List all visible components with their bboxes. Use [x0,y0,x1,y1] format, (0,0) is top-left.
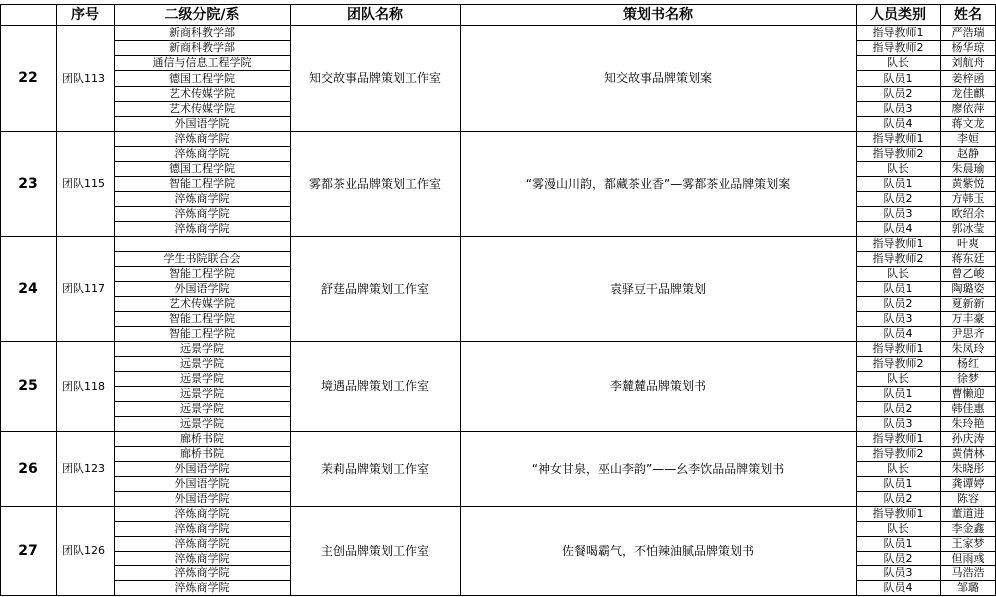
row-line [114,491,291,492]
member-name: 马浩浩 [951,566,985,579]
row-line [114,401,291,402]
role-cell: 队员2 [883,551,913,565]
college-cell: 智能工程学院 [169,177,235,190]
column-line [290,4,291,596]
group-line [0,341,996,342]
row-line [114,446,291,447]
college-cell: 远景学院 [180,357,224,370]
role-cell: 指导教师1 [872,237,924,250]
member-name: 郭冰莹 [951,222,985,235]
row-line [114,281,291,282]
role-cell: 队长 [887,56,909,69]
member-name: 龙佳麒 [951,87,985,100]
row-line [856,521,996,522]
team-id: 团队123 [62,462,105,475]
member-name: 赵静 [957,147,979,160]
member-name: 曾乙峻 [951,267,985,280]
header-name: 姓名 [954,6,982,23]
member-name: 夏新新 [951,297,985,310]
row-line [856,326,996,327]
role-cell: 队员3 [883,312,913,325]
row-line [856,191,996,192]
member-name: 刘航舟 [951,56,985,69]
row-line [114,461,291,462]
row-line [856,101,996,102]
member-name: 李姮 [957,132,979,145]
row-line [856,371,996,372]
member-name: 杨红 [957,357,979,370]
row-line [856,536,996,537]
team-id: 团队115 [62,177,105,190]
row-line [856,386,996,387]
row-line [114,176,291,177]
college-cell: 外国语学院 [174,282,230,295]
row-line [856,580,996,581]
row-line [114,40,291,41]
member-name: 姜梓函 [951,71,985,85]
role-cell: 队员2 [883,402,913,415]
plan-name: 李麓麓品牌策划书 [609,379,706,393]
column-line [56,4,57,596]
row-line [856,176,996,177]
table-bottom-line [0,595,996,596]
member-name: 徐梦 [957,372,979,385]
row-line [114,416,291,417]
role-cell: 队员4 [883,581,913,594]
college-cell: 远景学院 [180,402,224,415]
role-cell: 队员3 [883,102,913,115]
college-cell: 智能工程学院 [169,267,235,280]
role-cell: 队员3 [883,417,913,430]
college-cell: 淬炼商学院 [174,537,230,550]
plan-name: “雾漫山川韵，都藏茶业香”—雾都茶业品牌策划案 [525,176,791,191]
member-name: 黄倩林 [951,447,985,460]
member-name: 陶璐姿 [951,282,985,295]
college-cell: 淬炼商学院 [174,566,230,579]
college-cell [114,236,290,251]
group-number: 26 [18,460,38,477]
college-cell: 淬炼商学院 [174,132,230,145]
column-line [460,4,461,596]
column-line [856,4,857,596]
row-line [856,461,996,462]
row-line [114,55,291,56]
row-line [114,580,291,581]
row-line [856,565,996,566]
role-cell: 队员1 [883,177,913,190]
college-cell: 外国语学院 [174,477,230,490]
college-cell: 淬炼商学院 [174,551,230,565]
row-line [856,266,996,267]
row-line [114,565,291,566]
college-cell: 淬炼商学院 [174,522,230,535]
role-cell: 指导教师1 [872,507,924,520]
member-name: 万丰豪 [951,312,985,325]
member-name: 但雨彧 [951,551,985,565]
member-name: 黄紫悦 [951,177,985,190]
role-cell: 队长 [887,162,909,175]
team-name: 雾都茶业品牌策划工作室 [308,176,441,191]
college-cell: 新商科教学部 [169,26,235,39]
row-line [114,296,291,297]
row-line [856,70,996,71]
college-cell: 淬炼商学院 [174,222,230,235]
college-cell: 德国工程学院 [169,162,235,175]
member-name: 方韩玉 [951,192,985,205]
college-cell: 艺术传媒学院 [169,87,235,100]
role-cell: 队员2 [883,297,913,310]
college-cell: 学生书院联合会 [163,252,241,265]
member-name: 王家梦 [951,537,985,550]
college-cell: 廊桥书院 [180,432,224,445]
row-line [114,551,291,552]
row-line [114,521,291,522]
header-team-name: 团队名称 [347,6,403,23]
member-name: 董道进 [951,507,985,520]
college-cell: 智能工程学院 [169,312,235,325]
college-cell: 智能工程学院 [169,327,235,340]
header-top-line [0,4,996,5]
row-line [114,70,291,71]
row-line [114,191,291,192]
role-cell: 指导教师2 [872,252,924,265]
plan-name: 袁驿豆干品牌策划 [609,281,706,296]
member-name: 朱凤玲 [951,342,985,355]
role-cell: 指导教师2 [872,147,924,160]
row-line [114,371,291,372]
role-cell: 指导教师1 [872,342,924,355]
group-number: 27 [18,542,38,559]
row-line [856,146,996,147]
member-name: 龚谭婷 [951,477,985,490]
college-cell: 远景学院 [180,387,224,400]
role-cell: 指导教师2 [872,447,924,460]
role-cell: 队员2 [883,87,913,100]
team-id: 团队118 [62,379,105,393]
row-line [114,386,291,387]
member-name: 孙庆涛 [951,432,985,445]
header-seq: 序号 [71,6,99,23]
row-line [856,551,996,552]
member-name: 严浩瑞 [951,26,985,39]
role-cell: 队长 [887,372,909,385]
team-id: 团队117 [62,282,105,295]
column-line [0,4,1,596]
row-line [856,161,996,162]
row-line [856,55,996,56]
row-line [114,251,291,252]
college-cell: 外国语学院 [174,462,230,475]
role-cell: 指导教师1 [872,132,924,145]
group-line [0,431,996,432]
role-cell: 队长 [887,522,909,535]
role-cell: 队员1 [883,282,913,295]
college-cell: 艺术传媒学院 [169,297,235,310]
plan-name: 佐餐喝霸气，不怕辣油腻品牌策划书 [561,543,754,558]
team-name: 知交故事品牌策划工作室 [308,71,441,85]
college-cell: 通信与信息工程学院 [152,56,252,69]
team-name: 境遇品牌策划工作室 [320,379,429,393]
role-cell: 队长 [887,267,909,280]
role-cell: 队长 [887,462,909,475]
header-role: 人员类别 [870,6,926,23]
role-cell: 队员1 [883,537,913,550]
college-cell: 淬炼商学院 [174,147,230,160]
role-cell: 指导教师1 [872,432,924,445]
role-cell: 队员3 [883,566,913,579]
member-name: 尹思齐 [951,327,985,340]
row-line [856,491,996,492]
row-line [114,536,291,537]
role-cell: 队员2 [883,192,913,205]
team-id: 团队113 [62,71,105,85]
column-line [114,4,115,596]
row-line [114,116,291,117]
role-cell: 队员1 [883,71,913,85]
member-name: 朱玲艳 [951,417,985,430]
row-line [856,251,996,252]
row-line [114,356,291,357]
role-cell: 指导教师1 [872,26,924,39]
row-line [856,296,996,297]
role-cell: 队员1 [883,477,913,490]
role-cell: 队员4 [883,222,913,235]
header-college: 二级分院/系 [164,6,240,23]
row-line [114,476,291,477]
row-line [856,206,996,207]
row-line [114,161,291,162]
row-line [856,356,996,357]
member-name: 廖依萍 [951,102,985,115]
member-name: 蒋文龙 [951,117,985,130]
member-name: 朱晓彤 [951,462,985,475]
team-name: 主创品牌策划工作室 [320,543,429,558]
member-name: 朱晨瑜 [951,162,985,175]
row-line [114,101,291,102]
member-name: 杨华琼 [951,41,985,54]
plan-name: “神女甘泉，巫山李韵”——幺李饮品品牌策划书 [531,461,785,476]
college-cell: 淬炼商学院 [174,207,230,220]
plan-name: 知交故事品牌策划案 [603,71,712,85]
group-line [0,131,996,132]
college-cell: 淬炼商学院 [174,581,230,594]
college-cell: 淬炼商学院 [174,192,230,205]
row-line [114,326,291,327]
row-line [114,206,291,207]
member-name: 叶爽 [957,237,979,250]
member-name: 李金鑫 [951,522,985,535]
row-line [856,40,996,41]
college-cell: 远景学院 [180,342,224,355]
row-line [856,281,996,282]
college-cell: 艺术传媒学院 [169,102,235,115]
row-line [114,311,291,312]
row-line [856,446,996,447]
row-line [856,311,996,312]
member-name: 韩佳惠 [951,402,985,415]
member-name: 欧绍余 [951,207,985,220]
college-cell: 廊桥书院 [180,447,224,460]
member-name: 陈容 [957,492,979,505]
team-name: 舒莛品牌策划工作室 [320,281,429,296]
role-cell: 队员3 [883,207,913,220]
row-line [856,416,996,417]
role-cell: 队员4 [883,327,913,340]
row-line [114,86,291,87]
row-line [114,146,291,147]
college-cell: 远景学院 [180,372,224,385]
row-line [856,476,996,477]
college-cell: 淬炼商学院 [174,507,230,520]
group-number: 24 [18,280,38,297]
row-line [856,221,996,222]
row-line [114,221,291,222]
column-line [940,4,941,596]
role-cell: 队员1 [883,387,913,400]
group-number: 22 [18,70,38,86]
row-line [856,401,996,402]
college-cell: 外国语学院 [174,492,230,505]
college-cell: 远景学院 [180,417,224,430]
row-line [856,116,996,117]
row-line [856,86,996,87]
row-line [114,266,291,267]
role-cell: 队员2 [883,492,913,505]
header-plan-name: 策划书名称 [623,6,693,23]
group-number: 23 [18,175,38,192]
role-cell: 指导教师2 [872,41,924,54]
role-cell: 队员4 [883,117,913,130]
college-cell: 德国工程学院 [169,71,235,85]
team-name: 茉莉品牌策划工作室 [320,461,429,476]
group-line [0,25,996,26]
member-name: 蒋东廷 [951,252,985,265]
group-line [0,236,996,237]
college-cell: 新商科教学部 [169,41,235,54]
member-name: 曹懒迎 [951,387,985,400]
group-number: 25 [18,378,38,394]
college-cell: 外国语学院 [174,117,230,130]
group-line [0,506,996,507]
team-id: 团队126 [62,544,105,557]
role-cell: 指导教师2 [872,357,924,370]
member-name: 邹璐 [957,581,979,594]
